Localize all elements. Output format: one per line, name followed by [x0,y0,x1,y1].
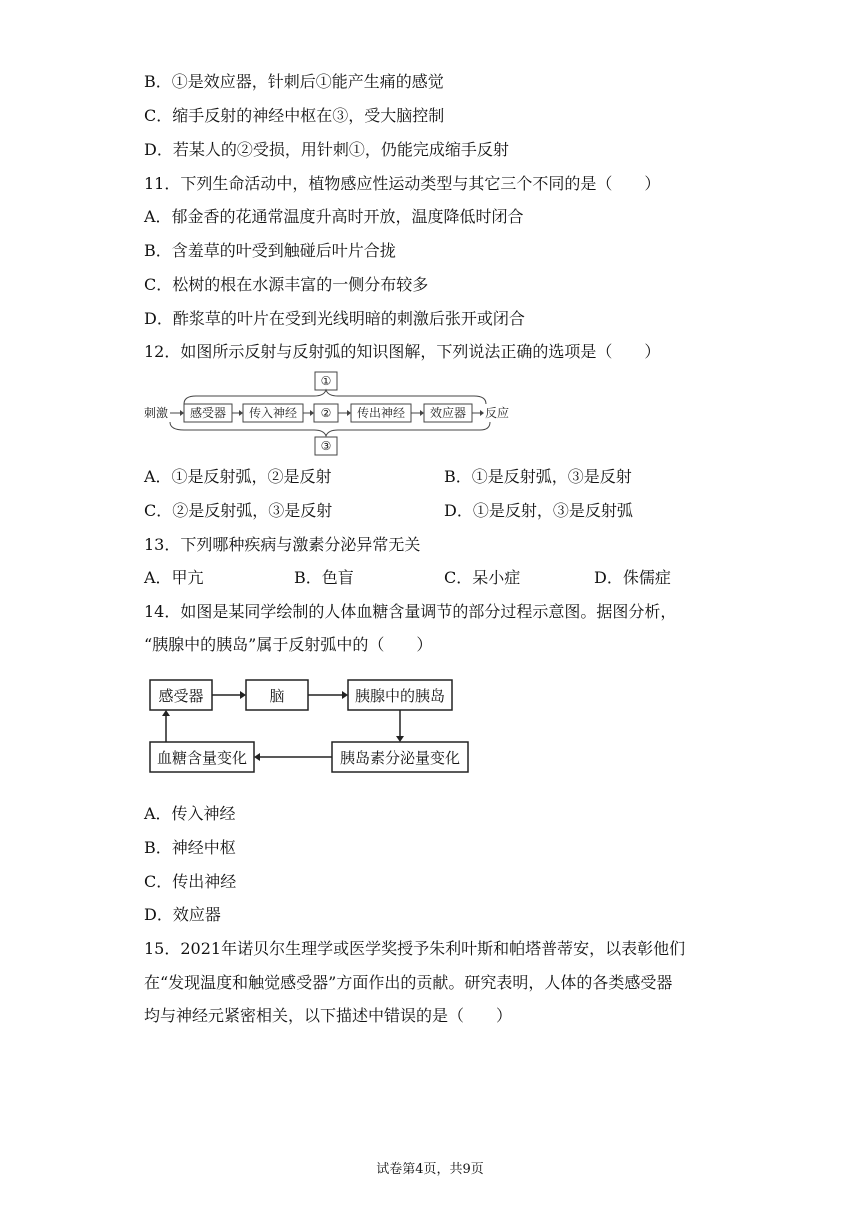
box-center-circle-2: ② [320,406,332,420]
q12-option-d: D．①是反射，③是反射弧 [444,501,633,520]
box-blood-glucose-change: 血糖含量变化 [156,749,248,767]
q13-stem: 13．下列哪种疾病与激素分泌异常无关 [144,535,421,554]
label-response: 反应 [485,406,510,420]
q14-option-b: B．神经中枢 [144,838,236,857]
label-top-circle-1: ① [320,374,332,388]
q11-option-c: C．松树的根在水源丰富的一侧分布较多 [144,275,429,294]
box-efferent-nerve: 传出神经 [356,406,406,420]
q15-stem-line2: 在“发现温度和触觉感受器”方面作出的贡献。研究表明，人体的各类感受器 [144,973,673,992]
reflex-arc-diagram [144,370,524,462]
q13-option-a: A．甲亢 [144,568,204,587]
q13-option-c: C．呆小症 [444,568,521,587]
q13-option-b: B．色盲 [294,568,354,587]
q11-stem: 11．下列生命活动中，植物感应性运动类型与其它三个不同的是（ ） [144,174,661,193]
box-receptor-2: 感受器 [158,687,204,705]
box-brain: 脑 [269,687,285,705]
box-pancreatic-islet: 胰腺中的胰岛 [354,687,446,705]
q12-option-c: C．②是反射弧，③是反射 [144,501,333,520]
q14-stem-line1: 14．如图是某同学绘制的人体血糖含量调节的部分过程示意图。据图分析， [144,602,677,621]
label-bottom-circle-3: ③ [320,439,332,453]
q10-option-c: C．缩手反射的神经中枢在③，受大脑控制 [144,106,445,125]
q12-option-b: B．①是反射弧，③是反射 [444,467,632,486]
blood-glucose-diagram [146,676,476,778]
q11-option-b: B．含羞草的叶受到触碰后叶片合拢 [144,241,396,260]
box-effector: 效应器 [429,406,467,420]
q15-stem-line1: 15．2021年诺贝尔生理学或医学奖授予朱利叶斯和帕塔普蒂安，以表彰他们 [144,939,686,958]
q14-option-a: A．传入神经 [144,804,236,823]
q11-option-d: D．酢浆草的叶片在受到光线明暗的刺激后张开或闭合 [144,309,525,328]
q13-option-d: D．侏儒症 [594,568,671,587]
label-stimulus: 刺激 [144,406,169,420]
q12-stem: 12．如图所示反射与反射弧的知识图解，下列说法正确的选项是（ ） [144,342,661,361]
q14-stem-line2: “胰腺中的胰岛”属于反射弧中的（ ） [144,635,433,654]
q11-option-a: A．郁金香的花通常温度升高时开放，温度降低时闭合 [144,207,524,226]
q12-option-a: A．①是反射弧，②是反射 [144,467,332,486]
q14-option-d: D．效应器 [144,905,221,924]
q15-stem-line3: 均与神经元紧密相关，以下描述中错误的是（ ） [144,1006,513,1025]
q10-option-d: D．若某人的②受损，用针刺①，仍能完成缩手反射 [144,140,509,159]
box-receptor: 感受器 [189,406,227,420]
q14-option-c: C．传出神经 [144,872,237,891]
q10-option-b: B．①是效应器，针刺后①能产生痛的感觉 [144,72,444,91]
page-footer: 试卷第4页，共9页 [376,1162,484,1177]
box-insulin-change: 胰岛素分泌量变化 [339,749,461,767]
box-afferent-nerve: 传入神经 [248,406,298,420]
